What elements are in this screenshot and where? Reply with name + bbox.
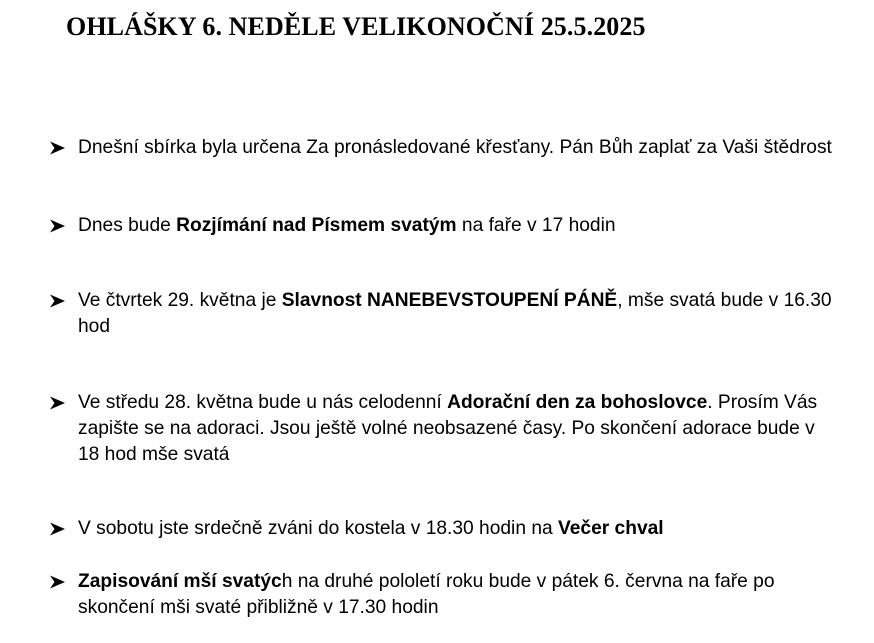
text-part: Ve čtvrtek 29. května je — [78, 290, 282, 311]
bold-text-part: Adorační den za bohoslovce — [447, 392, 708, 413]
announcement-item-1 — [47, 135, 837, 161]
page-title: OHLÁŠKY 6. NEDĚLE VELIKONOČNÍ 25.5.2025 — [66, 12, 646, 41]
announcement-text — [78, 516, 837, 542]
text-part: Dnešní sbírka byla určena Za pronásledované křesťany. Pán Bůh zaplať za Vaši štědrost — [78, 137, 832, 158]
bold-text-part: Slavnost NANEBEVSTOUPENÍ PÁNĚ — [281, 290, 618, 311]
text-part: h na druhé pololetí roku bude v pátek 6. června na faře po skončení mši svaté přibližně v 17.30 hodin — [78, 571, 775, 618]
bold-text-part: Rozjímání nad Písmem svatým — [176, 215, 457, 236]
text-part: V sobotu jste srdečně zváni do kostela v 18.30 hodin na — [78, 518, 558, 539]
announcement-text — [78, 390, 837, 468]
announcement-item-5 — [47, 516, 837, 542]
text-part: . Prosím Vás zapište se na adoraci. Jsou ještě volné neobsazené časy. Po skončení adorace bude v 18 hod mše svatá — [78, 392, 818, 465]
arrowhead-bullet-icon — [47, 288, 69, 314]
announcement-text — [78, 213, 837, 239]
bold-text-part: Večer chval — [558, 518, 664, 539]
bold-text-part: Zapisování mší svatýc — [78, 571, 282, 592]
arrowhead-bullet-icon — [47, 569, 69, 595]
text-part: Ve středu 28. května bude u nás celodenní — [78, 392, 448, 413]
announcement-text — [78, 135, 837, 161]
announcement-text — [78, 288, 837, 340]
arrowhead-bullet-icon — [47, 213, 69, 239]
arrowhead-bullet-icon — [47, 135, 69, 161]
text-part: Dnes bude — [78, 215, 177, 236]
text-part: , mše svatá bude v 16.30 hod — [78, 290, 832, 337]
arrowhead-bullet-icon — [47, 390, 69, 416]
announcement-item-6 — [47, 569, 837, 621]
announcement-text — [78, 569, 837, 621]
text-part: na faře v 17 hodin — [456, 215, 616, 236]
arrowhead-bullet-icon — [47, 516, 69, 542]
announcement-item-4 — [47, 390, 837, 468]
announcement-item-2 — [47, 213, 837, 239]
announcement-item-3 — [47, 288, 837, 340]
